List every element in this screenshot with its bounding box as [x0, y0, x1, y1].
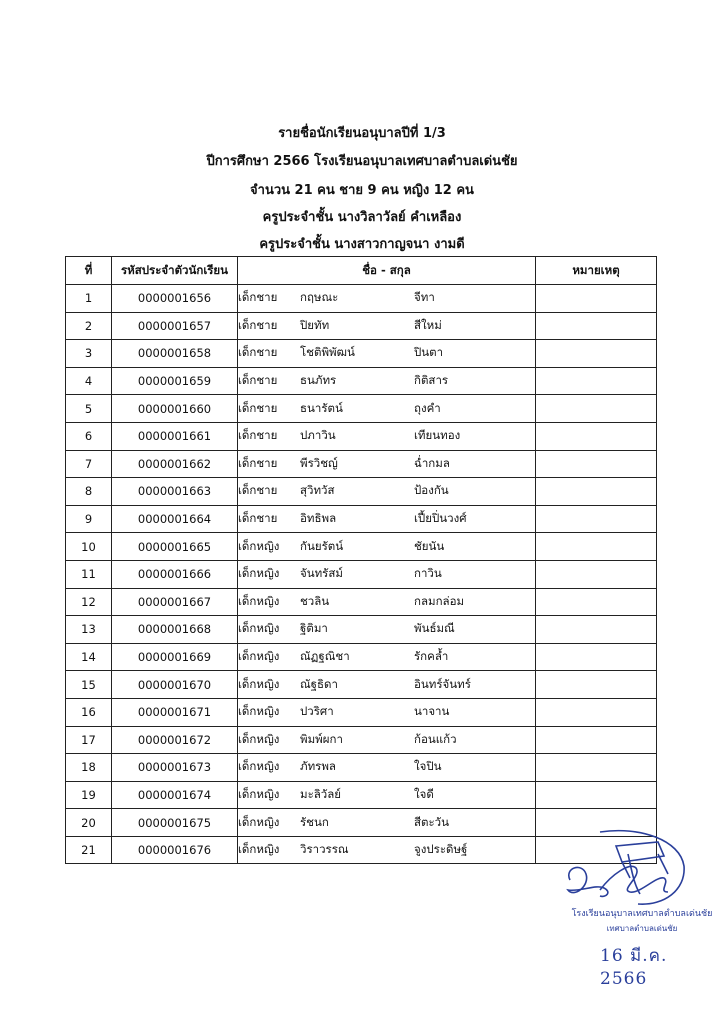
table-row: [66, 312, 657, 340]
remark: [536, 285, 657, 313]
name-prefix: เด็กหญิง: [238, 786, 280, 801]
last-name: ถุงคำ: [414, 400, 441, 415]
table-row: [66, 340, 657, 368]
row-number: 4: [66, 367, 112, 395]
remark: [536, 560, 657, 588]
student-name: [238, 809, 536, 837]
first-name: ปวริศา: [300, 704, 334, 719]
table-body: [66, 285, 657, 864]
row-number: 8: [66, 478, 112, 506]
student-id: 0000001662: [112, 450, 238, 478]
title-line-4: ครูประจำชั้น นางวิลาวัลย์ คำเหลือง: [262, 210, 462, 225]
last-name: ใจดี: [414, 786, 434, 801]
table-row: [66, 726, 657, 754]
remark: [536, 643, 657, 671]
row-number: 18: [66, 754, 112, 782]
student-name: [238, 588, 536, 616]
table-row: [66, 754, 657, 782]
student-name: [238, 395, 536, 423]
table-row: [66, 395, 657, 423]
stamp-caption: โรงเรียนอนุบาลเทศบาลตำบลเด่นชัย: [571, 909, 713, 919]
student-id: 0000001658: [112, 340, 238, 368]
table-row: [66, 698, 657, 726]
row-number: 12: [66, 588, 112, 616]
remark: [536, 422, 657, 450]
remark: [536, 395, 657, 423]
last-name: ก้อนแก้ว: [414, 731, 457, 746]
stamp-date: 16 มี.ค. 2566: [600, 946, 668, 989]
remark: [536, 616, 657, 644]
row-number: 9: [66, 505, 112, 533]
student-id: 0000001673: [112, 754, 238, 782]
first-name: ชวลิน: [300, 593, 330, 608]
student-name: [238, 312, 536, 340]
table-row: [66, 533, 657, 561]
table-row: [66, 781, 657, 809]
row-number: 21: [66, 836, 112, 864]
student-name: [238, 643, 536, 671]
last-name: กาวิน: [414, 566, 442, 581]
student-id: 0000001657: [112, 312, 238, 340]
row-number: 11: [66, 560, 112, 588]
last-name: จูงประดิษฐ์: [414, 842, 468, 857]
table-row: [66, 505, 657, 533]
table-row: [66, 450, 657, 478]
student-id: 0000001663: [112, 478, 238, 506]
row-number: 5: [66, 395, 112, 423]
column-header-name: ชื่อ - สกุล: [238, 257, 536, 285]
row-number: 17: [66, 726, 112, 754]
row-number: 3: [66, 340, 112, 368]
student-id: 0000001675: [112, 809, 238, 837]
name-prefix: เด็กหญิง: [238, 814, 280, 829]
row-number: 20: [66, 809, 112, 837]
stamp-subcaption: เทศบาลตำบลเด่นชัย: [606, 924, 678, 933]
name-prefix: เด็กชาย: [238, 290, 278, 305]
last-name: อินทร์จันทร์: [414, 676, 471, 691]
last-name: กิติสาร: [414, 373, 449, 388]
last-name: ใจปิน: [414, 759, 442, 774]
row-number: 6: [66, 422, 112, 450]
name-prefix: เด็กหญิง: [238, 621, 280, 636]
first-name: มะลิวัลย์: [300, 786, 342, 801]
remark: [536, 671, 657, 699]
first-name: ปภาวิน: [300, 428, 336, 443]
name-prefix: เด็กชาย: [238, 373, 278, 388]
name-prefix: เด็กชาย: [238, 483, 278, 498]
first-name: รัชนก: [300, 814, 329, 829]
name-prefix: เด็กหญิง: [238, 704, 280, 719]
row-number: 15: [66, 671, 112, 699]
row-number: 7: [66, 450, 112, 478]
student-name: [238, 533, 536, 561]
row-number: 16: [66, 698, 112, 726]
student-name: [238, 781, 536, 809]
last-name: ชัยนัน: [414, 538, 445, 553]
student-id: 0000001661: [112, 422, 238, 450]
name-prefix: เด็กหญิง: [238, 842, 280, 857]
student-name: [238, 560, 536, 588]
student-name: [238, 616, 536, 644]
last-name: เปี้ยปิ่นวงศ์: [414, 511, 467, 526]
remark: [536, 781, 657, 809]
title-line-2: ปีการศึกษา 2566 โรงเรียนอนุบาลเทศบาลตำบลเด่นชัย: [206, 154, 518, 169]
title-line-3: จำนวน 21 คน ชาย 9 คน หญิง 12 คน: [250, 183, 474, 198]
last-name: ปินตา: [414, 345, 444, 360]
first-name: กันยรัตน์: [300, 538, 344, 553]
first-name: ปิยทัท: [300, 317, 330, 332]
title-line-5: ครูประจำชั้น นางสาวกาญจนา งามดี: [259, 237, 465, 252]
remark: [536, 450, 657, 478]
remark: [536, 312, 657, 340]
student-id: 0000001664: [112, 505, 238, 533]
last-name: รักคล้ำ: [414, 649, 449, 664]
student-name: [238, 422, 536, 450]
student-table: [65, 256, 657, 864]
remark: [536, 505, 657, 533]
first-name: ธนารัตน์: [300, 400, 343, 415]
row-number: 14: [66, 643, 112, 671]
last-name: สีใหม่: [414, 317, 442, 332]
row-number: 13: [66, 616, 112, 644]
student-name: [238, 671, 536, 699]
name-prefix: เด็กชาย: [238, 455, 278, 470]
student-id: 0000001656: [112, 285, 238, 313]
remark: [536, 478, 657, 506]
table-row: [66, 285, 657, 313]
last-name: ป้องกัน: [414, 483, 449, 498]
student-name: [238, 478, 536, 506]
table-row: [66, 643, 657, 671]
last-name: นาจาน: [414, 704, 450, 719]
column-header-note: หมายเหตุ: [536, 257, 657, 285]
student-id: 0000001665: [112, 533, 238, 561]
student-id: 0000001674: [112, 781, 238, 809]
first-name: อิทธิพล: [300, 511, 337, 526]
name-prefix: เด็กหญิง: [238, 538, 280, 553]
student-name: [238, 285, 536, 313]
row-number: 10: [66, 533, 112, 561]
student-id: 0000001676: [112, 836, 238, 864]
column-header-id: รหัสประจำตัวนักเรียน: [112, 257, 238, 285]
remark: [536, 726, 657, 754]
table-row: [66, 616, 657, 644]
last-name: เทียนทอง: [414, 428, 461, 443]
student-name: [238, 836, 536, 864]
table-row: [66, 367, 657, 395]
table-row: [66, 671, 657, 699]
last-name: สีตะวัน: [414, 814, 449, 829]
title-line-1: รายชื่อนักเรียนอนุบาลปีที่ 1/3: [278, 126, 446, 141]
first-name: จันทรัสม์: [300, 566, 343, 581]
name-prefix: เด็กชาย: [238, 428, 278, 443]
first-name: ณัฏฐณิชา: [300, 649, 350, 664]
student-id: 0000001669: [112, 643, 238, 671]
student-id: 0000001667: [112, 588, 238, 616]
name-prefix: เด็กหญิง: [238, 593, 280, 608]
student-id: 0000001659: [112, 367, 238, 395]
student-name: [238, 450, 536, 478]
remark: [536, 340, 657, 368]
row-number: 19: [66, 781, 112, 809]
student-id: 0000001670: [112, 671, 238, 699]
last-name: พันธ์มณี: [414, 621, 455, 636]
row-number: 2: [66, 312, 112, 340]
name-prefix: เด็กชาย: [238, 345, 278, 360]
last-name: จีทา: [414, 290, 435, 305]
remark: [536, 754, 657, 782]
table-row: [66, 588, 657, 616]
remark: [536, 367, 657, 395]
student-name: [238, 340, 536, 368]
student-id: 0000001660: [112, 395, 238, 423]
first-name: กฤษณะ: [300, 290, 339, 305]
student-name: [238, 505, 536, 533]
name-prefix: เด็กหญิง: [238, 759, 280, 774]
student-id: 0000001666: [112, 560, 238, 588]
first-name: พีรวิชญ์: [300, 455, 338, 470]
first-name: ฐิติมา: [300, 621, 328, 636]
first-name: ณัฐธิดา: [300, 676, 338, 691]
first-name: ธนภัทร: [300, 373, 337, 388]
first-name: โชติพิพัฒน์: [300, 345, 355, 360]
first-name: พิมพ์ผกา: [300, 731, 343, 746]
name-prefix: เด็กชาย: [238, 400, 278, 415]
name-prefix: เด็กหญิง: [238, 566, 280, 581]
first-name: ภัทรพล: [300, 759, 336, 774]
first-name: สุวิทวัส: [300, 483, 335, 498]
signature-stamp: [560, 828, 690, 908]
remark: [536, 588, 657, 616]
last-name: ฉ่ำกมล: [414, 455, 450, 470]
name-prefix: เด็กชาย: [238, 511, 278, 526]
row-number: 1: [66, 285, 112, 313]
student-id: 0000001668: [112, 616, 238, 644]
remark: [536, 698, 657, 726]
student-id: 0000001671: [112, 698, 238, 726]
column-header-no: ที่: [66, 257, 112, 285]
student-id: 0000001672: [112, 726, 238, 754]
student-name: [238, 754, 536, 782]
remark: [536, 533, 657, 561]
student-name: [238, 367, 536, 395]
table-row: [66, 478, 657, 506]
name-prefix: เด็กหญิง: [238, 676, 280, 691]
student-name: [238, 698, 536, 726]
name-prefix: เด็กชาย: [238, 317, 278, 332]
table-row: [66, 422, 657, 450]
first-name: วิราวรรณ: [300, 842, 349, 857]
table-header-row: [66, 257, 657, 285]
student-name: [238, 726, 536, 754]
table-row: [66, 560, 657, 588]
name-prefix: เด็กหญิง: [238, 731, 280, 746]
last-name: กลมกล่อม: [414, 593, 465, 608]
name-prefix: เด็กหญิง: [238, 649, 280, 664]
